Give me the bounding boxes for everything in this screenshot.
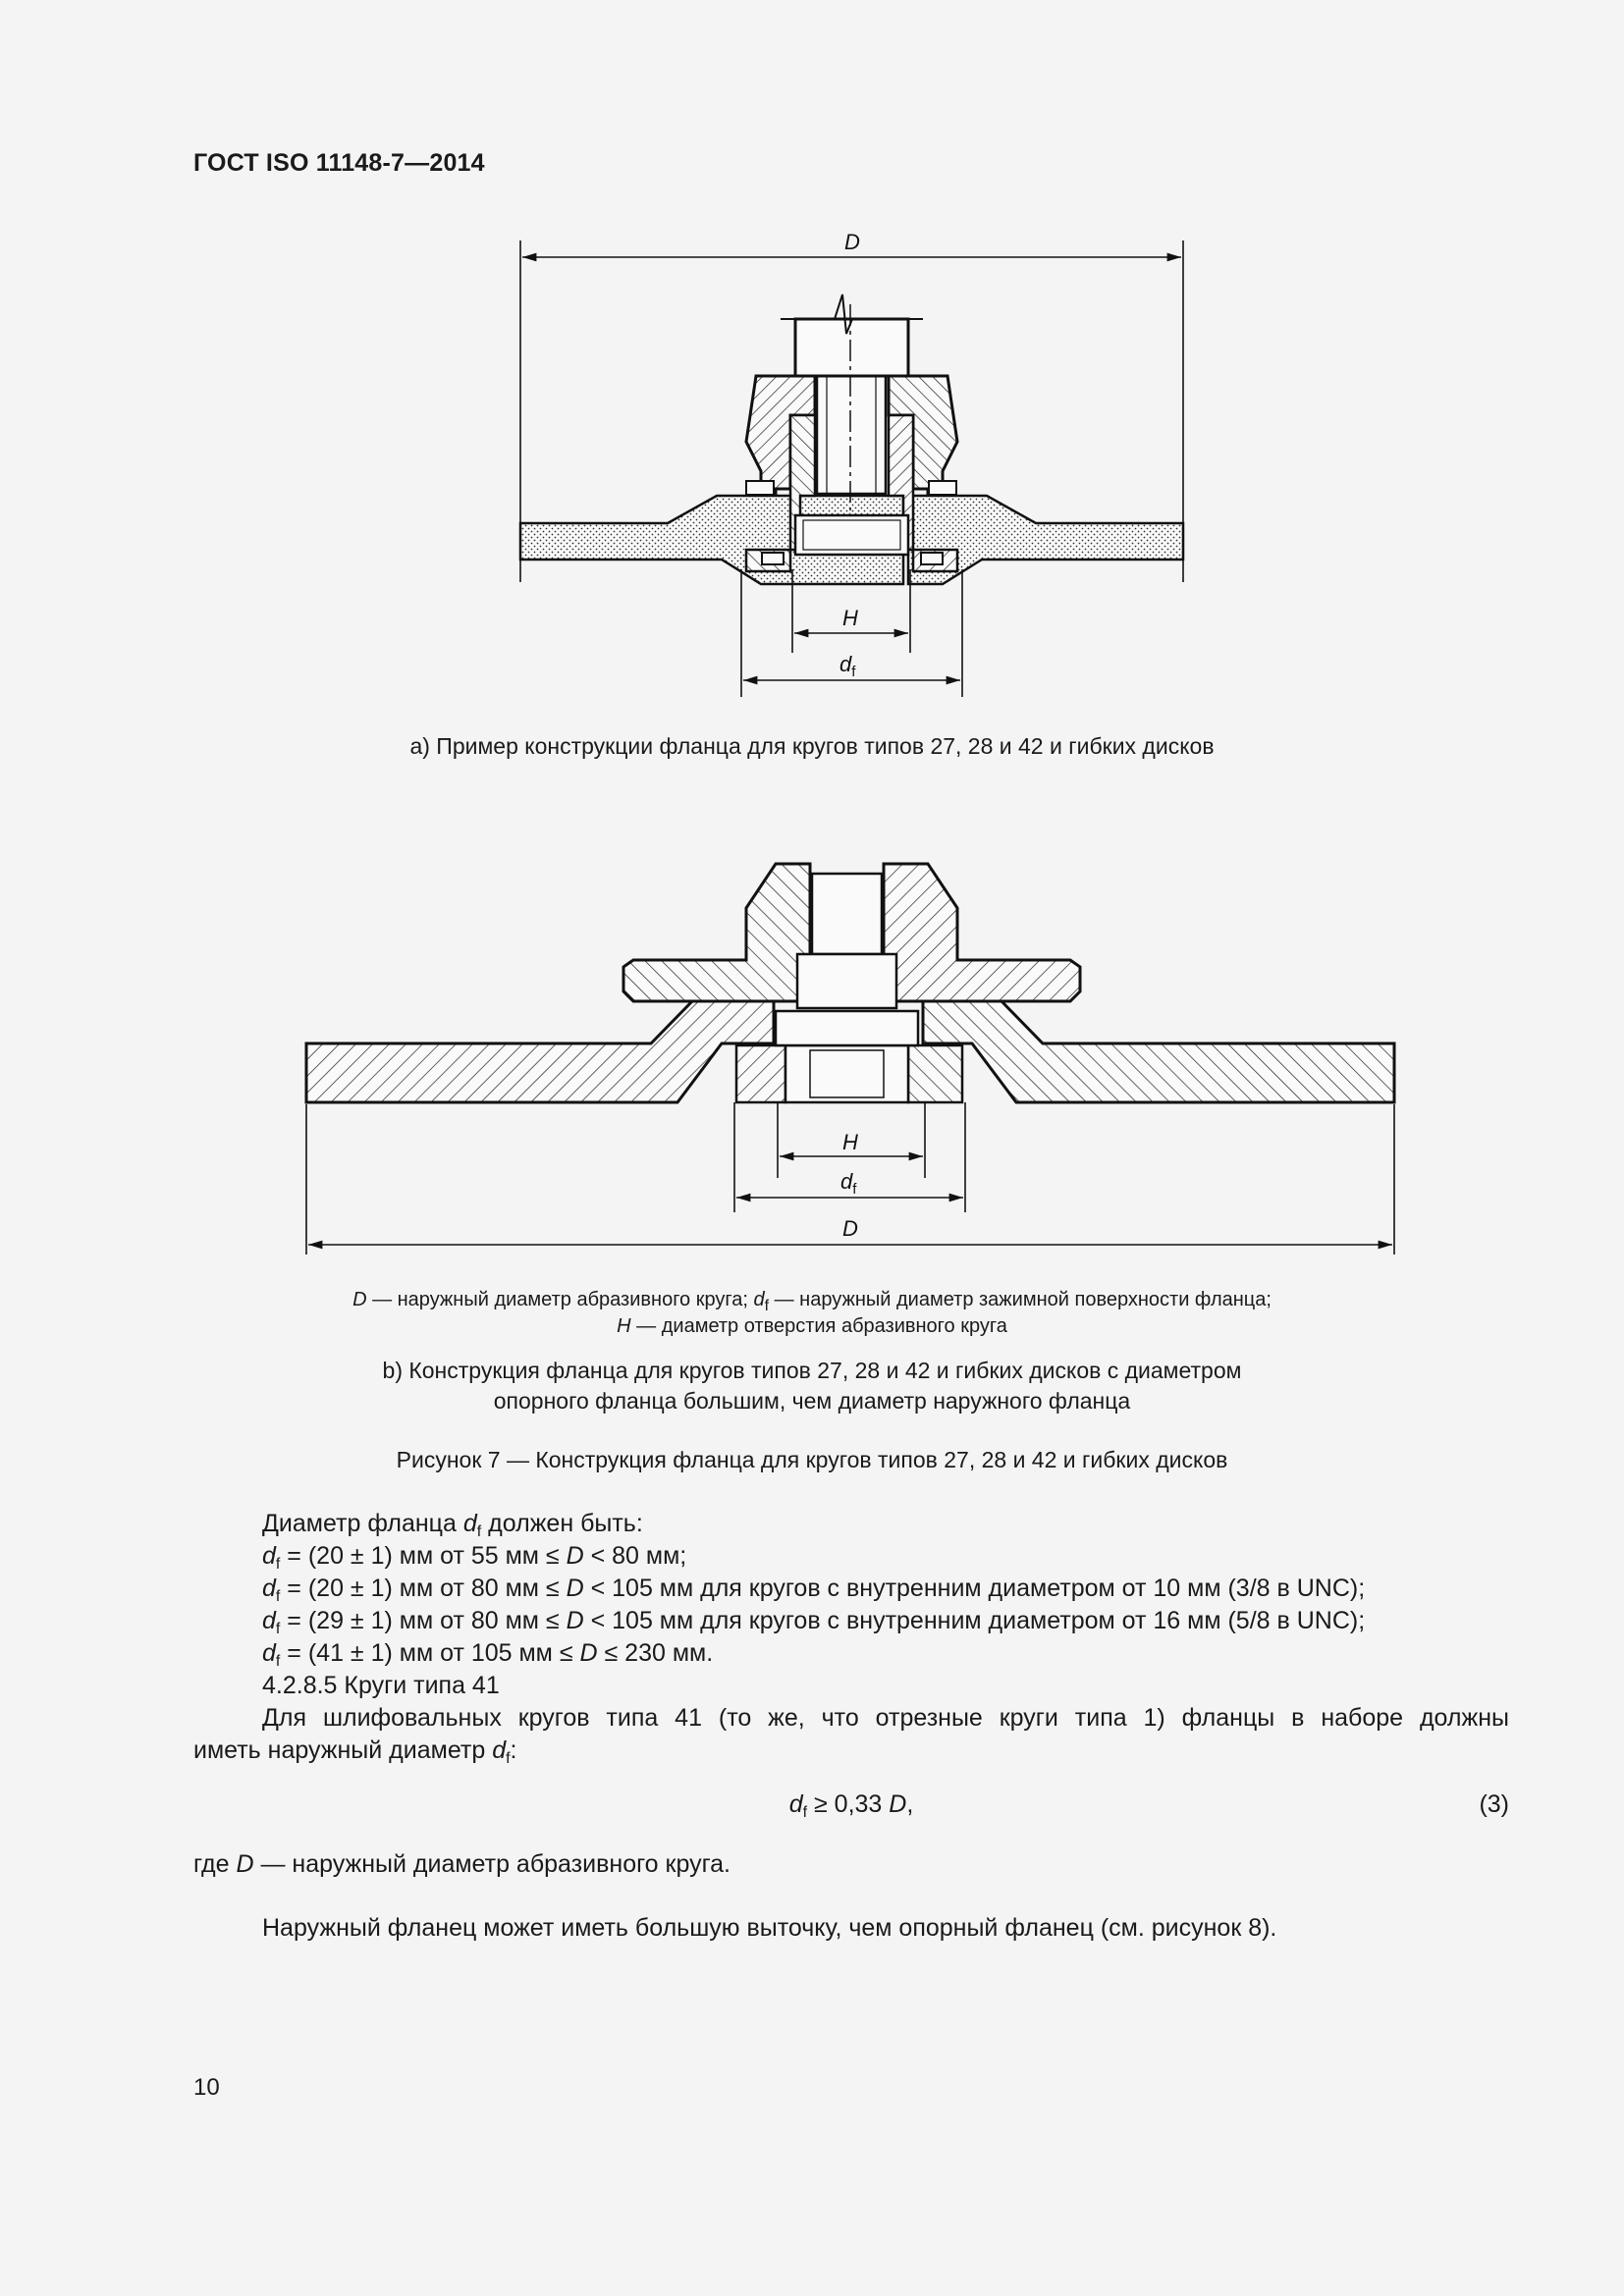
figure-a-caption: a) Пример конструкции фланца для кругов типов 27, 28 и 42 и гибких дисков (409, 733, 1215, 759)
para2: Наружный фланец может иметь большую выточку, чем опорный фланец (см. рисунок 8). (262, 1914, 1277, 1942)
formula: $d_f \ge 0,33$ D, (788, 1790, 914, 1821)
figure-b-legend-line2: H — диаметр отверстия абразивного круга (617, 1315, 1007, 1337)
figure-a-label-H: H (842, 606, 858, 630)
body-text (193, 1508, 1509, 1767)
figure-b-label-H: H (842, 1130, 858, 1154)
figure-b-outer-flange (623, 864, 1080, 1008)
rule-item: $d_f = (20 \pm 1)$ мм от 55 мм ≤ D < 80 мм; (262, 1542, 687, 1573)
figure-b-caption-line1: b) Конструкция фланца для кругов типов 27, 28 и 42 и гибких дисков с диаметром (382, 1358, 1242, 1383)
para1-line1: Для шлифовальных кругов типа 41 (то же, что отрезные круги типа 1) фланцы в наборе должны (262, 1704, 1509, 1732)
figure-a-label-df: df (839, 652, 856, 680)
figure-title: Рисунок 7 — Конструкция фланца для кругов типов 27, 28 и 42 и гибких дисков (396, 1447, 1228, 1472)
rule-item: $d_f = (20 \pm 1)$ мм от 80 мм ≤ D < 105 мм для кругов с внутренним диаметром от 10 мм (3/8 в UNC); (262, 1575, 1366, 1605)
flange-intro: Диаметр фланца $d_f$ должен быть: (262, 1510, 643, 1540)
rule-item: $d_f = (41 \pm 1)$ мм от 105 мм ≤ D ≤ 230 мм. (262, 1639, 714, 1670)
page-number: 10 (193, 2074, 220, 2101)
para1-line2: иметь наружный диаметр $d_f$: (193, 1736, 517, 1767)
figure-a-drawing (0, 224, 1624, 734)
figure-b-label-df: df (840, 1169, 857, 1198)
rule-item: $d_f = (29 \pm 1)$ мм от 80 мм ≤ D < 105 мм для кругов с внутренним диаметром от 16 мм (5/8 в UNC); (262, 1607, 1366, 1637)
equation-number: (3) (1479, 1790, 1509, 1818)
page-header: ГОСТ ISO 11148-7—2014 (193, 149, 485, 177)
figure-b-legend-line1: D — наружный диаметр абразивного круга; $d_f$ — наружный диаметр зажимной поверхности фланца; (352, 1289, 1272, 1314)
figure-b-drawing (0, 854, 1624, 1266)
figure-b-label-D: D (842, 1216, 858, 1241)
figure-b-caption-line2: опорного фланца большим, чем диаметр наружного фланца (493, 1388, 1131, 1414)
section-heading: 4.2.8.5 Круги типа 41 (262, 1672, 500, 1699)
figure-a-label-D: D (844, 230, 860, 254)
where-line: где D — наружный диаметр абразивного круга. (193, 1850, 731, 1878)
